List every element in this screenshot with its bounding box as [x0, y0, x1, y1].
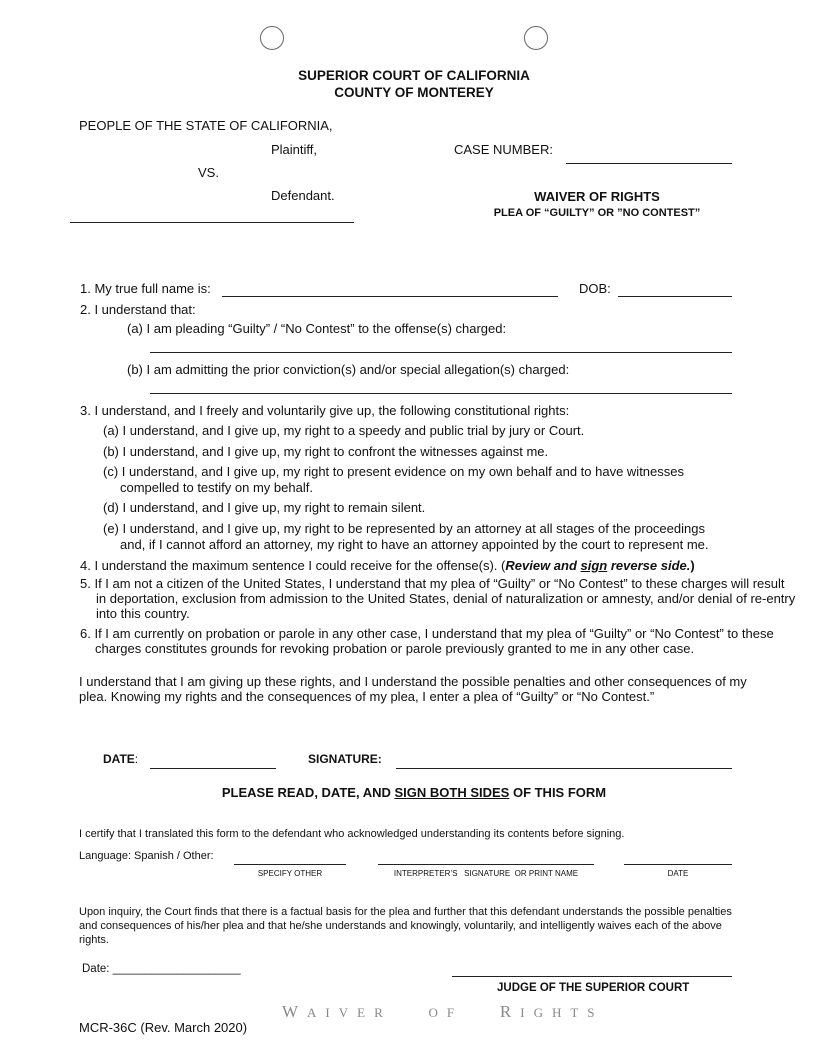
people-label: PEOPLE OF THE STATE OF CALIFORNIA, [79, 118, 333, 133]
right-c-line2: compelled to testify on my behalf. [120, 480, 313, 495]
language-label: Language: Spanish / Other: [79, 850, 214, 862]
defendant-label: Defendant. [271, 188, 335, 203]
item-4-emph: Review and [505, 558, 581, 573]
signature-input[interactable] [396, 754, 732, 769]
form-subtitle: PLEA OF “GUILTY” OR ”NO CONTEST” [493, 207, 701, 219]
right-d: (d) I understand, and I give up, my right to remain silent. [103, 500, 426, 515]
judge-signature-input[interactable] [452, 962, 732, 977]
interpreter-signature-caption: INTERPRETER’S SIGNATURE OR PRINT NAME [393, 869, 579, 878]
item-2-label: 2. I understand that: [80, 302, 196, 317]
item-2b-label: (b) I am admitting the prior conviction(s) and/or special allegation(s) charged: [127, 362, 570, 377]
item-5: 5. If I am not a citizen of the United States, I understand that my plea of “Guilty” or “No Contest” to these charges will result in deportation, exclusion from admission to the United States, denial of naturalization or amnesty, and/or denial of re-entry into this country. [80, 576, 796, 621]
court-name: SUPERIOR COURT OF CALIFORNIA [298, 68, 530, 83]
item-6: 6. If I am currently on probation or parole in any other case, I understand that my plea of “Guilty” or “No Contest” to these charges constitutes grounds for revoking probation or parole previously granted to me in any other case. [80, 626, 774, 656]
full-name-input[interactable] [222, 282, 558, 297]
full-name-label: 1. My true full name is: [80, 281, 211, 296]
form-title: WAIVER OF RIGHTS [534, 189, 660, 204]
date-label: DATE: [103, 752, 139, 766]
signature-label: SIGNATURE: [308, 752, 382, 766]
right-e-line1: (e) I understand, and I give up, my right to be represented by an attorney at all stages of the proceedings [103, 521, 705, 536]
rights-intro: 3. I understand, and I freely and voluntarily give up, the following constitutional rights: [80, 403, 570, 418]
sign-both-sides-notice: PLEASE READ, DATE, AND SIGN BOTH SIDES OF THIS FORM [221, 785, 607, 800]
date-input[interactable] [150, 754, 276, 769]
interpreter-signature-input[interactable] [378, 850, 594, 865]
right-e-line2: and, if I cannot afford an attorney, my right to have an attorney appointed by the court to represent me. [120, 537, 709, 552]
county-name: COUNTY OF MONTEREY [334, 85, 494, 100]
specify-other-caption: SPECIFY OTHER [257, 869, 323, 878]
interpreter-date-caption: DATE [667, 869, 689, 878]
dob-input[interactable] [618, 282, 732, 297]
interpreter-date-input[interactable] [624, 850, 732, 865]
footer-watermark: WAIVER OF RIGHTS [282, 1002, 604, 1021]
case-number-input[interactable] [566, 149, 732, 164]
item-2a-label: (a) I am pleading “Guilty” / “No Contest” to the offense(s) charged: [127, 321, 507, 336]
court-finding: Upon inquiry, the Court finds that there is a factual basis for the plea and further that this defendant understands the possible penalties and consequences of his/her plea and that he/she understands and knowingly, voluntarily, and intelligently waives each of the above rights. [79, 906, 732, 946]
court-date[interactable]: Date: ____________________ [82, 963, 241, 975]
item-4-close: ) [690, 558, 695, 573]
right-c-line1: (c) I understand, and I give up, my right to present evidence on my own behalf and to have witnesses [103, 464, 684, 479]
binder-hole-left [260, 26, 284, 50]
vs-label: VS. [198, 165, 219, 180]
binder-hole-right [524, 26, 548, 50]
right-a: (a) I understand, and I give up, my right to a speedy and public trial by jury or Court. [103, 423, 585, 438]
item-4-emph2: reverse side. [607, 558, 691, 573]
dob-label: DOB: [579, 281, 611, 296]
specify-other-input[interactable] [234, 850, 346, 865]
case-number-label: CASE NUMBER: [454, 142, 553, 157]
defendant-name-input[interactable] [70, 208, 354, 223]
plaintiff-label: Plaintiff, [271, 142, 318, 157]
prior-conviction-input[interactable] [150, 379, 732, 394]
item-4-sign: sign [580, 558, 608, 573]
right-b: (b) I understand, and I give up, my right to confront the witnesses against me. [103, 444, 549, 459]
judge-label: JUDGE OF THE SUPERIOR COURT [497, 982, 690, 994]
closing-statement: I understand that I am giving up these rights, and I understand the possible penalties and other consequences of my plea. Knowing my rights and the consequences of my plea, I enter a plea of “Guilty” or “No Contest.” [79, 674, 747, 704]
offense-charged-input[interactable] [150, 338, 732, 353]
form-id: MCR-36C (Rev. March 2020) [79, 1020, 248, 1035]
item-4-text: 4. I understand the maximum sentence I could receive for the offense(s). ( [80, 558, 506, 573]
interpreter-certify: I certify that I translated this form to the defendant who acknowledged understanding its contents before signing. [79, 828, 625, 840]
item-4 [80, 558, 695, 573]
